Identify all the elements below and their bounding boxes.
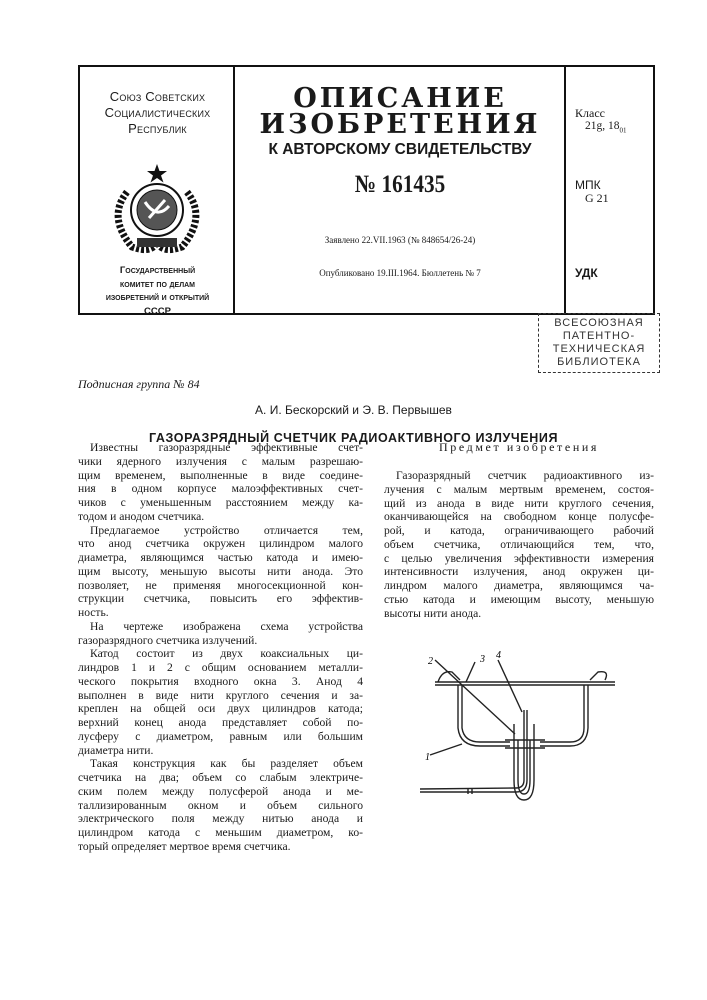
text-line: позволяет, не применяя многосекционной кон-	[78, 579, 363, 593]
text-line: На чертеже изображена схема устройства	[78, 620, 363, 634]
text-line: счетчика на два; объем со слабым электриче-	[78, 771, 363, 785]
title-line1: ОПИСАНИЕ	[235, 85, 565, 113]
patent-number: № 161435	[260, 171, 541, 199]
stamp-line: ТЕХНИЧЕСКАЯ	[539, 343, 659, 356]
country-line: Социалистических	[80, 105, 235, 121]
text-line: ность.	[78, 606, 363, 620]
text-line: Предлагаемое устройство отличается тем,	[78, 524, 363, 538]
figure-label-4: 4	[496, 650, 501, 661]
text-line: оканчивающейся на свободном конце полусфе-	[384, 510, 654, 524]
text-line: газоразрядного счетчика излучений.	[78, 634, 363, 648]
text-line: Известны газоразрядные эффективные счет-	[78, 441, 363, 455]
ussr-emblem-icon	[97, 162, 217, 257]
committee-line: изобретений и открытий	[80, 291, 235, 305]
text-line: выполнен в виде нити круглого сечения и за-	[78, 689, 363, 703]
text-line: интенсивности излучения, анод окружен ци-	[384, 565, 654, 579]
text-line: чики ядерного излучения с малым разрешаю-	[78, 455, 363, 469]
text-line: креплен на общей оси двух цилиндров катода;	[78, 702, 363, 716]
class-value	[585, 120, 627, 137]
class-sub: 01	[620, 126, 627, 134]
text-line: лучения с малым мертвым временем, состоя-	[384, 483, 654, 497]
mpk-label: МПК	[575, 179, 601, 192]
claims-column	[384, 469, 654, 620]
text-line: ния в одном корпусе малоэффективных счет-	[78, 482, 363, 496]
text-line: высоты нити анода.	[384, 607, 654, 621]
filed-date: Заявлено 22.VII.1963 (№ 848654/26-24)	[235, 235, 565, 245]
text-line: верхний конец анода представляет собой по-	[78, 716, 363, 730]
text-line: ческого покрытия входного окна 3. Анод 4	[78, 675, 363, 689]
text-line: что анод счетчика окружен цилиндром малого	[78, 537, 363, 551]
text-line: Катод состоит из двух коаксиальных ци-	[78, 647, 363, 661]
figure-label-1: 1	[425, 752, 430, 763]
class-value-text: 21g, 18	[585, 120, 620, 132]
stamp-line: БИБЛИОТЕКА	[539, 356, 659, 369]
header-box	[78, 65, 655, 315]
country-line: Республик	[80, 121, 235, 137]
counter-drawing	[420, 640, 630, 820]
text-line: с целью увеличения эффективности измерения	[384, 552, 654, 566]
committee-name	[80, 264, 235, 318]
country-name	[80, 89, 235, 137]
text-line: рой, и катода, ограничивающего рабочий	[384, 524, 654, 538]
class-label: Класс	[575, 107, 605, 120]
description-column	[78, 441, 363, 854]
authors: А. И. Бескорский и Э. В. Первышев	[0, 403, 707, 417]
text-line: щим высоту, меньшую высоты нити анода. Это	[78, 565, 363, 579]
text-line: объем счетчика, отличающийся тем, что,	[384, 538, 654, 552]
text-line: цилиндром катода с меньшим диаметром, ко-	[78, 826, 363, 840]
text-line: Газоразрядный счетчик радиоактивного из-	[384, 469, 654, 483]
text-line: ским полем между полусферой анода и ме-	[78, 785, 363, 799]
text-line: чиков с уменьшенным расстоянием между ка-	[78, 496, 363, 510]
text-line: диаметра, являющимся частью катода и имею-	[78, 551, 363, 565]
stamp-line: ВСЕСОЮЗНАЯ	[539, 317, 659, 330]
committee-line: комитет по делам	[80, 278, 235, 292]
text-line: лусферу с диаметром, равным или большим	[78, 730, 363, 744]
document-title: ГАЗОРАЗРЯДНЫЙ СЧЕТЧИК РАДИОАКТИВНОГО ИЗЛУЧЕНИЯ	[0, 431, 707, 445]
text-line: щий из анода в виде нити круглого сечения,	[384, 497, 654, 511]
text-line: тодом и анодом счетчика.	[78, 510, 363, 524]
udk-label: УДК	[575, 267, 598, 280]
text-line: линдров 1 и 2 с общим основанием металли-	[78, 661, 363, 675]
text-line: Такая конструкция как бы разделяет объем	[78, 757, 363, 771]
text-line: линдром малого диаметра, являющимся ча-	[384, 579, 654, 593]
text-line: стью катода и имеющим высоту, меньшую	[384, 593, 654, 607]
subscription-group: Подписная группа № 84	[78, 377, 200, 392]
figure-label-3: 3	[479, 654, 485, 665]
subtitle: К АВТОРСКОМУ СВИДЕТЕЛЬСТВУ	[235, 141, 565, 159]
stamp-line: ПАТЕНТНО-	[539, 330, 659, 343]
text-line: электрического поля между нитью анода и	[78, 812, 363, 826]
claims-heading: Предмет изобретения	[384, 440, 654, 455]
text-line: торый определяет мертвое время счетчика.	[78, 840, 363, 854]
figure-label-2: 2	[428, 656, 433, 667]
committee-line: Государственный	[80, 264, 235, 278]
text-line: диаметра нити.	[78, 744, 363, 758]
committee-line: СССР	[80, 305, 235, 319]
country-line: Союз Советских	[80, 89, 235, 105]
library-stamp	[538, 313, 660, 373]
text-line: таллизированным окном и объем сильного	[78, 799, 363, 813]
title-line2: ИЗОБРЕТЕНИЯ	[235, 111, 565, 139]
mpk-value: G 21	[585, 192, 609, 205]
text-line: струкции счетчика, повысить его эффектив-	[78, 592, 363, 606]
published-date: Опубликовано 19.III.1964. Бюллетень № 7	[235, 268, 565, 278]
text-line: щим временем, выполненные в виде соедине-	[78, 469, 363, 483]
